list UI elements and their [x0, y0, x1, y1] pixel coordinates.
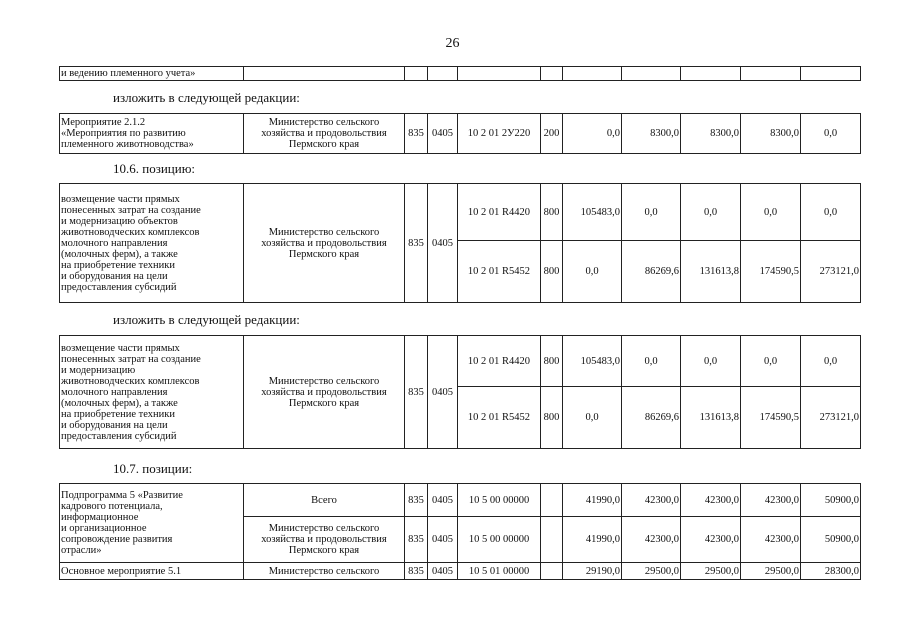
grbs-cell: 835 [405, 563, 428, 580]
row-description: Подпрограмма 5 «Развитие кадрового потенциала, информационное и организационное сопровождение развития отрасли» [60, 484, 244, 563]
value-cell: 8300,0 [622, 114, 681, 154]
value-cell: 50900,0 [801, 484, 861, 517]
csr-cell: 10 5 00 00000 [458, 484, 541, 517]
csr-cell: 10 2 01 R4420 [458, 184, 541, 241]
value-cell: 131613,8 [681, 387, 741, 449]
vr-cell [541, 563, 563, 580]
page-number: 26 [445, 36, 460, 51]
value-cell: 0,0 [622, 184, 681, 241]
value-cell: 42300,0 [681, 484, 741, 517]
rzpr-cell: 0405 [428, 517, 458, 563]
value-cell: 0,0 [801, 184, 861, 241]
ministry-cell: Министерство сельского хозяйства и продовольствия Пермского края [244, 517, 405, 563]
csr-cell: 10 2 01 R5452 [458, 241, 541, 303]
table-row [60, 336, 861, 387]
value-cell: 8300,0 [741, 114, 801, 154]
csr-cell: 10 5 00 00000 [458, 517, 541, 563]
rzpr-cell: 0405 [428, 336, 458, 449]
value-cell: 29500,0 [741, 563, 801, 580]
row-description: возмещение части прямых понесенных затрат на создание и модернизацию животноводческих комплексов молочного направления (молочных ферм), а также на приобретение техники и оборудования на цели предоставления субсидий [60, 336, 244, 449]
rzpr-cell: 0405 [428, 484, 458, 517]
row-description: и ведению племенного учета» [60, 67, 244, 81]
ministry-cell: Министерство сельского хозяйства и продовольствия Пермского края [244, 114, 405, 154]
grbs-cell: 835 [405, 184, 428, 303]
table-row [60, 114, 861, 154]
value-cell: 105483,0 [563, 336, 622, 387]
rzpr-cell: 0405 [428, 114, 458, 154]
csr-cell: 10 2 01 R4420 [458, 336, 541, 387]
value-cell: 29190,0 [563, 563, 622, 580]
value-cell: 29500,0 [681, 563, 741, 580]
value-cell: 42300,0 [622, 517, 681, 563]
value-cell: 0,0 [801, 114, 861, 154]
grbs-cell: 835 [405, 336, 428, 449]
value-cell: 0,0 [563, 114, 622, 154]
value-cell: 28300,0 [801, 563, 861, 580]
value-cell: 41990,0 [563, 517, 622, 563]
value-cell: 105483,0 [563, 184, 622, 241]
csr-cell: 10 5 01 00000 [458, 563, 541, 580]
row-description: возмещение части прямых понесенных затрат на создание и модернизацию объектов животноводческих комплексов молочного направления (молочных ферм), а также на приобретение техники и оборудования на цели предоставления субсидий [60, 184, 244, 303]
value-cell: 86269,6 [622, 241, 681, 303]
value-cell: 174590,5 [741, 387, 801, 449]
value-cell: 0,0 [563, 241, 622, 303]
table-row [60, 484, 861, 517]
rzpr-cell: 0405 [428, 563, 458, 580]
value-cell: 42300,0 [741, 517, 801, 563]
value-cell: 273121,0 [801, 387, 861, 449]
ministry-cell: Министерство сельского [244, 563, 405, 580]
value-cell: 0,0 [741, 184, 801, 241]
row-description: Мероприятие 2.1.2 «Мероприятия по развитию племенного животноводства» [60, 114, 244, 154]
rzpr-cell: 0405 [428, 184, 458, 303]
subprogram-5-table [59, 483, 861, 580]
ministry-cell: Министерство сельского хозяйства и продовольствия Пермского края [244, 184, 405, 303]
vr-cell: 800 [541, 241, 563, 303]
csr-cell: 10 2 01 R5452 [458, 387, 541, 449]
grbs-cell: 835 [405, 517, 428, 563]
vr-cell: 800 [541, 387, 563, 449]
measure-2-1-2-table [59, 113, 861, 154]
table-row [60, 563, 861, 580]
value-cell: 0,0 [741, 336, 801, 387]
value-cell: 0,0 [563, 387, 622, 449]
grbs-cell: 835 [405, 484, 428, 517]
table-row [60, 67, 861, 81]
value-cell: 41990,0 [563, 484, 622, 517]
value-cell: 42300,0 [681, 517, 741, 563]
value-cell: 29500,0 [622, 563, 681, 580]
vr-cell: 200 [541, 114, 563, 154]
value-cell: 0,0 [622, 336, 681, 387]
vr-cell: 800 [541, 184, 563, 241]
value-cell: 42300,0 [622, 484, 681, 517]
fragment-table [59, 66, 861, 81]
grbs-cell: 835 [405, 114, 428, 154]
value-cell: 8300,0 [681, 114, 741, 154]
section-heading: 10.6. позицию: [113, 161, 196, 176]
value-cell: 42300,0 [741, 484, 801, 517]
value-cell: 174590,5 [741, 241, 801, 303]
value-cell: 131613,8 [681, 241, 741, 303]
section-heading: изложить в следующей редакции: [113, 90, 300, 105]
table-row [60, 184, 861, 241]
value-cell: 0,0 [801, 336, 861, 387]
value-cell: 0,0 [681, 184, 741, 241]
row-description: Основное мероприятие 5.1 [60, 563, 244, 580]
csr-cell: 10 2 01 2У220 [458, 114, 541, 154]
position-10-6-table [59, 183, 861, 303]
value-cell: 273121,0 [801, 241, 861, 303]
value-cell: 86269,6 [622, 387, 681, 449]
value-cell: 50900,0 [801, 517, 861, 563]
vr-cell [541, 517, 563, 563]
ministry-cell: Министерство сельского хозяйства и продовольствия Пермского края [244, 336, 405, 449]
vr-cell: 800 [541, 336, 563, 387]
ministry-cell: Всего [244, 484, 405, 517]
section-heading: изложить в следующей редакции: [113, 312, 300, 327]
vr-cell [541, 484, 563, 517]
position-10-6-new-table [59, 335, 861, 449]
value-cell: 0,0 [681, 336, 741, 387]
section-heading: 10.7. позиции: [113, 461, 193, 476]
